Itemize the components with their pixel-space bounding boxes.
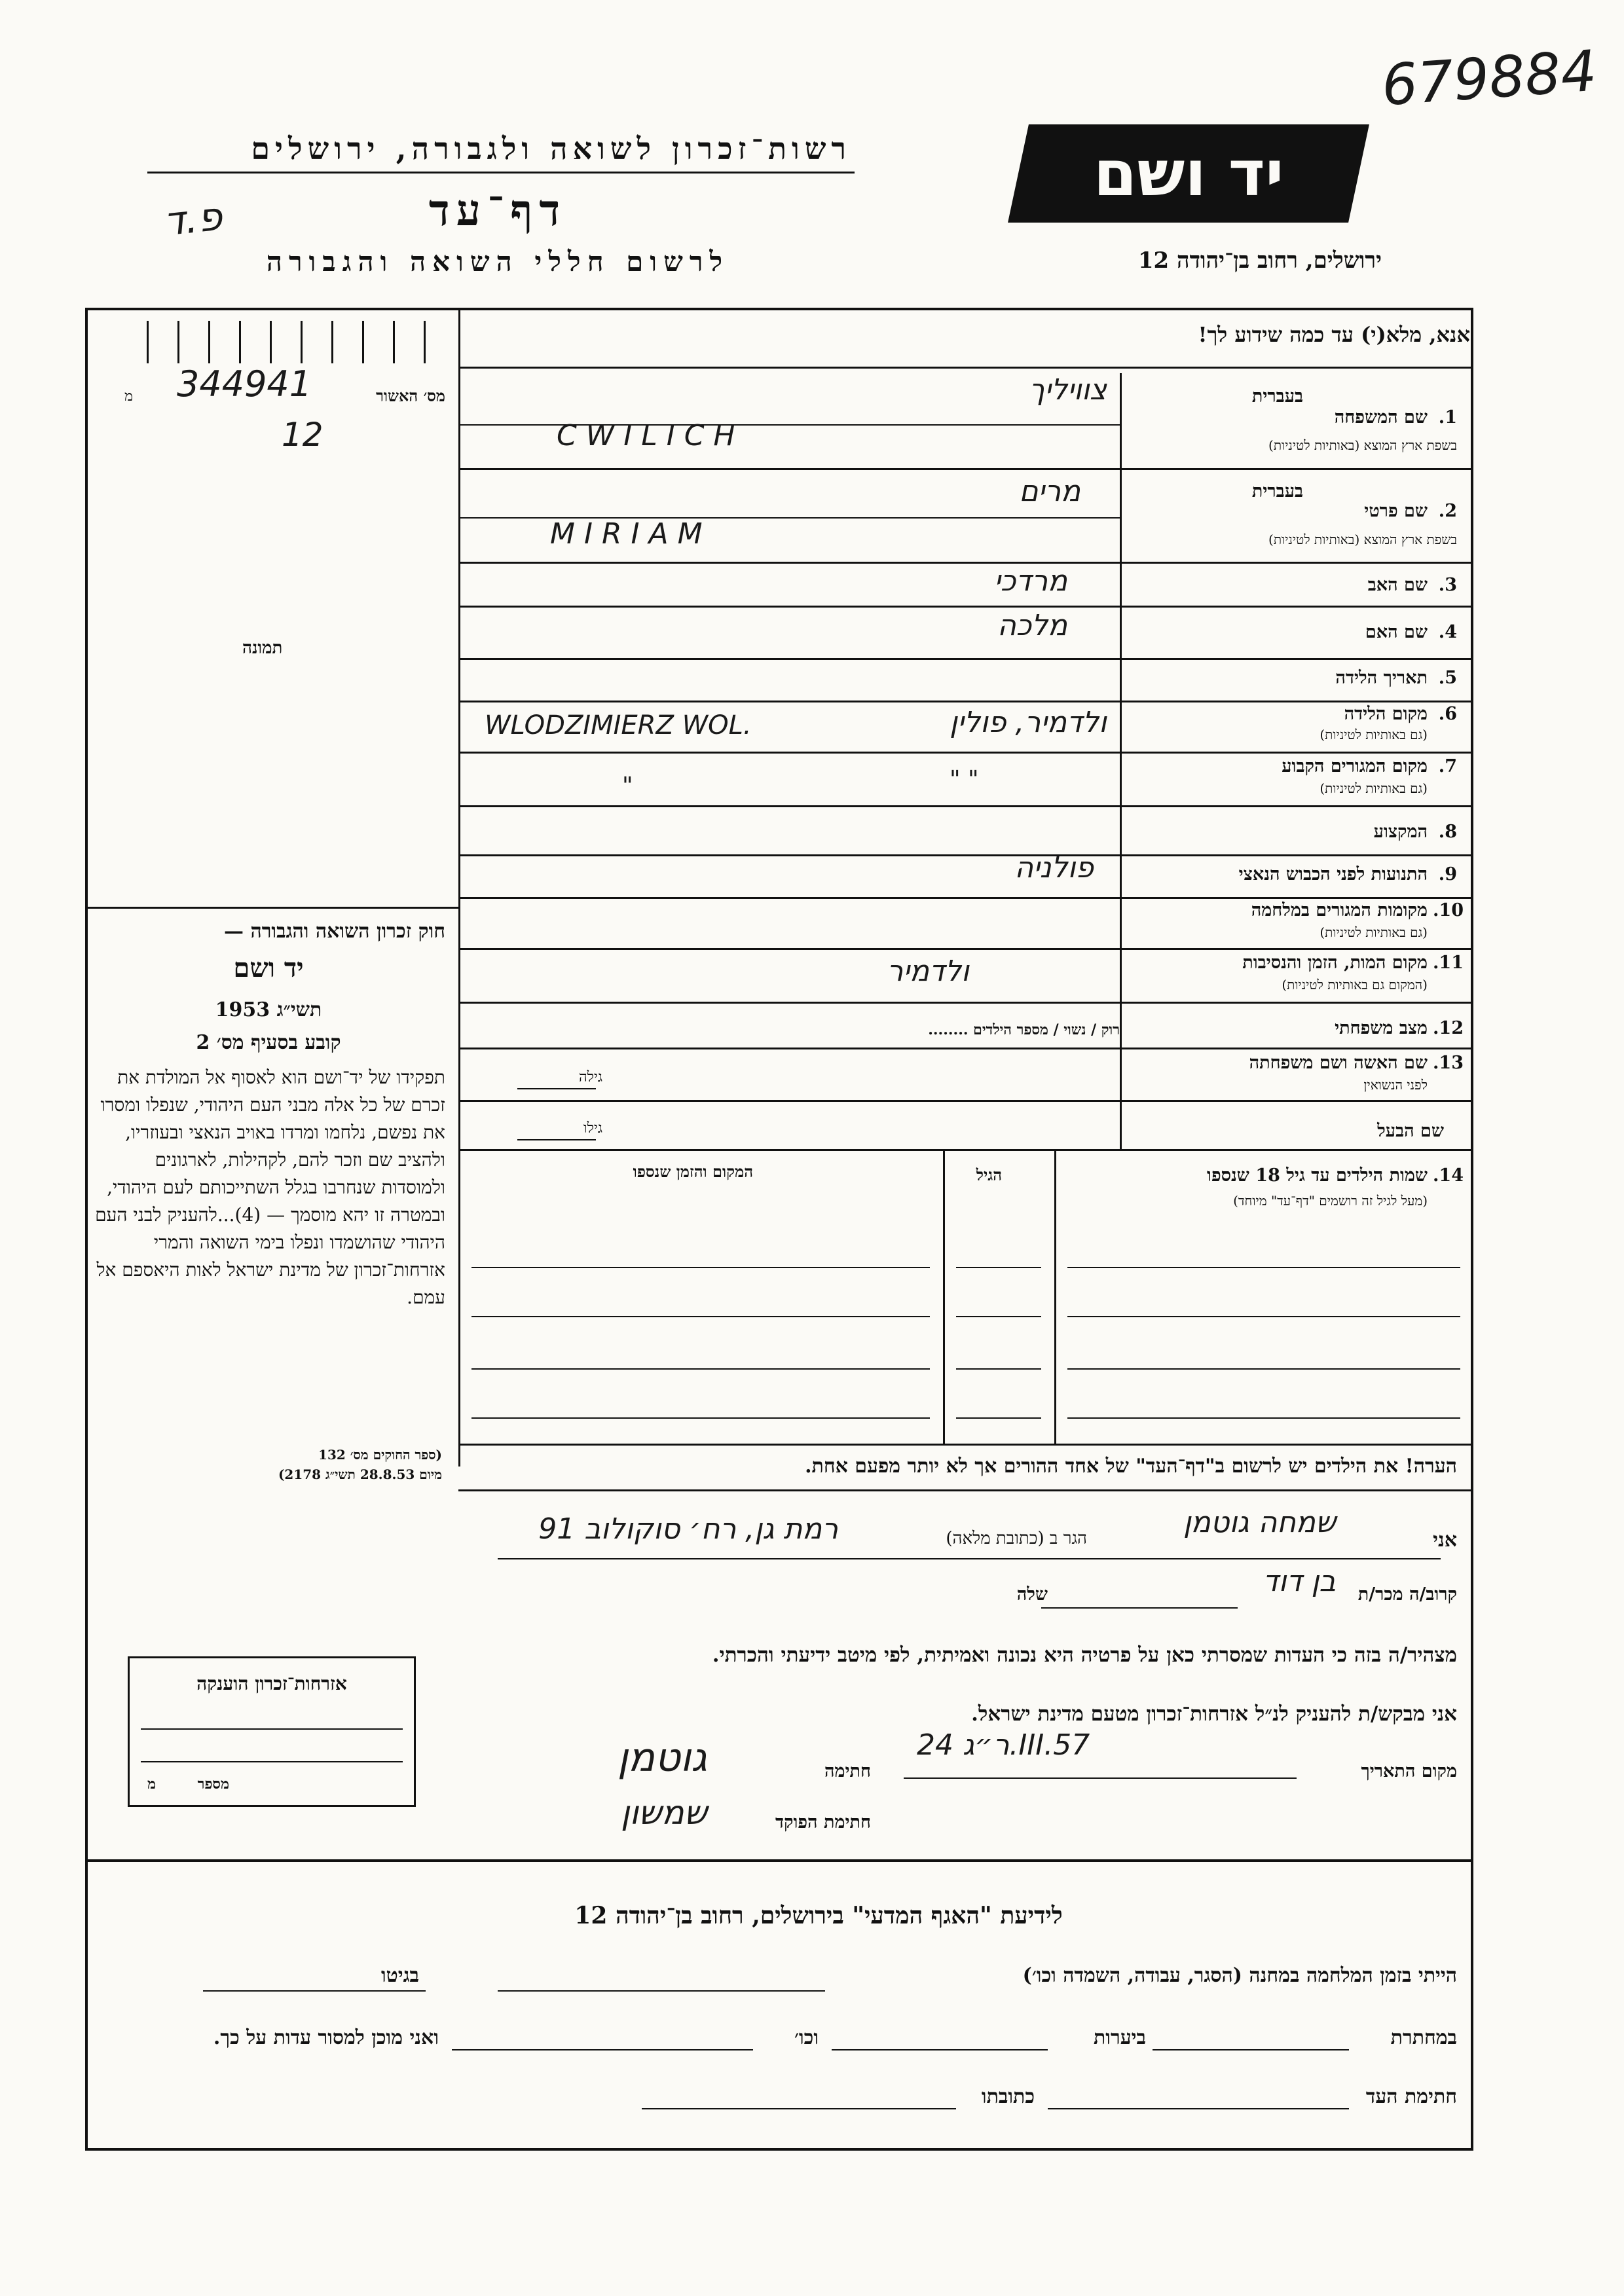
field-8-label: המקצוע (1373, 822, 1428, 842)
relation-label: קרוב/ה מכר/ת (1357, 1584, 1457, 1605)
field-11-num: 11. (1433, 953, 1464, 973)
children-label: שמות הילדים עד גיל 18 שנספו (1207, 1165, 1428, 1186)
field-7-label: מקום המגורים הקבוע (1282, 756, 1428, 776)
law-citation-1: (ספר החוקים מס׳ 132 (318, 1447, 442, 1463)
citizenship-request: אני מבקש/ת להעניק לנ״ל אזרחות־זכרון מטעם מדינת ישראל. (971, 1702, 1457, 1726)
field-6-num: 6. (1438, 704, 1457, 724)
children-row-line (471, 1316, 930, 1317)
place-date-line (904, 1777, 1297, 1779)
children-col-place: המקום והזמן שנספו (633, 1162, 753, 1181)
yad-vashem-logo (1008, 124, 1369, 223)
officer-label: חתימת הפוקד (775, 1812, 871, 1832)
bottom-line3-a: חתימת העד (1365, 2085, 1457, 2108)
relation-line (1041, 1607, 1238, 1609)
field-1-hebrew-tag: בעברית (1251, 386, 1303, 407)
bottom-line2-blank3 (452, 2049, 753, 2050)
row-line (458, 1100, 1473, 1102)
citizenship-box-number-label: מספר (197, 1776, 229, 1793)
field-7-sub: (גם באותיות לטיניות) (1320, 780, 1428, 796)
bottom-line1-blank2 (203, 1990, 426, 1992)
approval-number: 344941 (177, 363, 312, 405)
org-line: רשות־זכרון לשואה ולגבורה, ירושלים (251, 131, 851, 166)
field-2-sub: בשפת ארץ המוצא (באותיות לטיניות) (1268, 532, 1457, 547)
law-year: תשי״ג 1953 (215, 998, 322, 1021)
field-9-label: התנועות לפני הכבוש הנאצי (1238, 864, 1428, 884)
children-row-line (1067, 1368, 1460, 1370)
field-3-value: מרדכי (994, 564, 1067, 598)
instruction: אנא, מלא(י) עד כמה שידוע לך! (1198, 322, 1470, 347)
bottom-line2-a: במחתרת (1390, 2026, 1457, 2049)
field-5-label: תאריך הלידה (1335, 668, 1428, 688)
declarant-name: שמחה גוטמן (1183, 1506, 1336, 1539)
place-date-value: ר״ג 24.III.57 (917, 1728, 1090, 1762)
field-11-sub: (המקום גם באותיות לטיניות) (1282, 977, 1428, 993)
children-row-line (956, 1368, 1041, 1370)
husband-age-label: גילו (583, 1120, 602, 1137)
children-col-divider (1054, 1149, 1056, 1444)
field-13-age-label: גילה (579, 1069, 602, 1085)
label-column-divider (1120, 373, 1122, 1149)
left-column-divider (458, 308, 460, 1467)
row-line (458, 752, 1473, 754)
place-date-label: מקום התאריך (1361, 1761, 1457, 1781)
instruction-divider (458, 367, 1473, 369)
bottom-title: לידיעת "האגף המדעי" בירושלים, רחוב בן־יהודה 12 (574, 1902, 1063, 1929)
field-5-num: 5. (1438, 668, 1457, 688)
field-7-latin-value: " (622, 773, 633, 799)
field-6-latin-value: WLODZIMIERZ WOL. (485, 710, 752, 740)
row-line (458, 854, 1473, 856)
bottom-line2-b: ביערות (1093, 2026, 1146, 2049)
field-4-num: 4. (1438, 622, 1457, 642)
citizenship-box-prefix: מ (147, 1776, 157, 1793)
bottom-line2-c: וכו׳ (794, 2026, 819, 2049)
children-row-line (471, 1368, 930, 1370)
bottom-line2-d: ואני מוכן למסור עדות על כך. (213, 2026, 439, 2049)
children-row-line (1067, 1267, 1460, 1268)
officer-value: שמשון (620, 1794, 707, 1832)
declarant-prefix: אני (1433, 1529, 1457, 1552)
children-col-divider (943, 1149, 945, 1444)
bottom-line1-b: בגיטו (380, 1964, 419, 1987)
field-13-age-line (517, 1088, 596, 1089)
bottom-line2-blank2 (832, 2049, 1048, 2050)
field-12-num: 12. (1433, 1018, 1464, 1038)
citizenship-box-line (141, 1728, 403, 1730)
field-12-label: מצב משפחתי (1335, 1018, 1428, 1038)
declaration: מצהיר/ה בזה כי העדות שמסרתי כאן על פרטיה היא נכונה ואמיתית, לפי מיטב ידיעתי והכרתי. (712, 1643, 1457, 1667)
law-body: תפקידו של יד־ושם הוא לאסוף אל המולדת את זכרם של כל אלה מבני העם היהודי, שנפלו ומסרו את נפשם, נלחמו ומרדו באויב הנאצי ובעוזריו, ולהציב שם וזכר להם, לקהילות, לארגונים ולמוסדות שנחרבו בגלל השתייכותם לעם היהודי, ובמטרה זו יהא מוסמך — (4)...להעניק לבני העם היהודי שהושמדו ונפלו בימי השואה והמרי אזרחות־זכרון של מדינת ישראל לאות היאספם אל עמם. (95, 1066, 445, 1308)
field-4-label: שם האם (1365, 622, 1428, 642)
field-3-num: 3. (1438, 575, 1457, 595)
field-1-num: 1. (1438, 407, 1457, 428)
law-clause: קובע בסעיף מס׳ 2 (196, 1031, 341, 1054)
bottom-line1-a: הייתי בזמן המלחמה במחנה (הסגר, עבודה, השמדה וכו׳) (1022, 1964, 1457, 1987)
field-2-label: שם פרטי (1364, 501, 1428, 521)
field-1-latin-value: CWILICH (557, 419, 745, 452)
law-title-1: חוק זכרון השואה והגבורה — (224, 920, 445, 943)
approval-sub: 12 (282, 416, 323, 454)
children-row-line (1067, 1417, 1460, 1419)
row-line (458, 701, 1473, 702)
field-2-hebrew-tag: בעברית (1251, 481, 1303, 501)
logo-text: יד ושם (1093, 137, 1284, 210)
law-citation-2: מיום 28.8.53 תשי״ג 2178) (278, 1467, 442, 1482)
children-sub: (מעל לגיל זה רושמים "דף־עד" מיוחד) (1233, 1193, 1428, 1209)
page-number: 679884 (1379, 38, 1599, 119)
field-2-hebrew-value: מרים (1019, 475, 1080, 508)
relation-of-label: שלה (1016, 1584, 1048, 1605)
field-4-value: מלכה (997, 609, 1067, 642)
bottom-divider (85, 1859, 1473, 1862)
field-3-label: שם האב (1367, 575, 1428, 595)
field-7-value: " " (950, 766, 979, 793)
org-underline (147, 172, 855, 173)
row-line (458, 897, 1473, 899)
row-line (458, 658, 1473, 660)
relation-value: בן דוד (1263, 1565, 1336, 1598)
signature-label: חתימה (824, 1761, 871, 1781)
signature-value: גוטמן (617, 1735, 707, 1781)
photo-label: תמונה (242, 638, 283, 658)
field-13-sub: לפני הנשואין (1363, 1077, 1428, 1093)
note: הערה! את הילדים יש לרשום ב"דף־העד" של אחד ההורים אך לא יותר מפעם אחת. (805, 1455, 1457, 1478)
field-9-value: פולניה (1014, 851, 1094, 884)
citizenship-box-line (141, 1761, 403, 1762)
row-line (458, 1048, 1473, 1049)
field-1-hebrew-value: צוויליך (1029, 373, 1107, 407)
children-row-line (471, 1267, 930, 1268)
children-num: 14. (1433, 1165, 1464, 1186)
approval-prefix: מ (124, 388, 134, 405)
row-line (458, 1149, 1473, 1151)
declarant-resident-label: הגר ב (כתובת מלאה) (946, 1529, 1087, 1548)
field-11-label: מקום המות, הזמן והנסיבות (1242, 953, 1428, 973)
children-row-line (956, 1316, 1041, 1317)
children-row-line (956, 1417, 1041, 1419)
declarant-line (498, 1558, 1441, 1559)
field-6-label: מקום הלידה (1344, 704, 1428, 724)
row-line (458, 805, 1473, 807)
husband-label: שם הבעל (1377, 1121, 1444, 1141)
field-8-num: 8. (1438, 822, 1457, 842)
field-13-num: 13. (1433, 1053, 1464, 1073)
approval-label: מס׳ האשור (376, 386, 445, 405)
field-2-num: 2. (1438, 501, 1457, 521)
subtitle: לרשום חללי השואה והגבורה (266, 246, 729, 278)
field-9-num: 9. (1438, 864, 1457, 884)
children-row-line (956, 1267, 1041, 1268)
corner-mark: פ.ד (161, 193, 225, 246)
field-11-value: ולדמיר (887, 955, 969, 988)
row-line (458, 562, 1473, 564)
bottom-line1-blank (498, 1990, 825, 1992)
declarant-address: רמת גן, רח׳ סוקולוב 91 (538, 1512, 838, 1546)
field-6-sub: (גם באותיות לטיניות) (1320, 727, 1428, 742)
form-title: דף־עד (428, 185, 567, 236)
note-divider (458, 1489, 1473, 1491)
bottom-line3-blank2 (642, 2108, 956, 2109)
address: ירושלים, רחוב בן־יהודה 12 (1137, 247, 1382, 274)
field-10-sub: (גם באותיות לטיניות) (1320, 924, 1428, 940)
children-row-line (1067, 1316, 1460, 1317)
bottom-line3-b: כתובתו (981, 2085, 1035, 2108)
children-bottom-line (458, 1444, 1473, 1446)
row-line (458, 948, 1473, 950)
field-13-label: שם האשה ושם משפחתה (1249, 1053, 1428, 1073)
children-col-age: הגיל (976, 1165, 1002, 1184)
row-line (458, 468, 1473, 470)
field-1-label: שם המשפחה (1334, 407, 1428, 428)
field-12-value: רוק / נשוי / מספר הילדים ........ (928, 1021, 1120, 1038)
approval-ticks (118, 321, 439, 363)
field-6-value: ולדמיר, פולין (950, 706, 1107, 739)
law-title-2: יד ושם (233, 953, 304, 983)
law-top-line (85, 907, 458, 909)
field-10-label: מקומות המגורים במלחמה (1251, 900, 1428, 920)
field-1-sub: בשפת ארץ המוצא (באותיות לטיניות) (1268, 437, 1457, 453)
field-10-num: 10. (1433, 900, 1464, 920)
row-line (458, 606, 1473, 608)
row-line (458, 1002, 1473, 1004)
children-row-line (471, 1417, 930, 1419)
husband-age-line (517, 1139, 596, 1140)
bottom-line2-blank (1153, 2049, 1349, 2050)
citizenship-box-title: אזרחות־זכרון הוענקה (196, 1673, 347, 1694)
bottom-line3-blank (1048, 2108, 1349, 2109)
field-7-num: 7. (1438, 756, 1457, 776)
field-2-latin-value: MIRIAM (550, 517, 712, 551)
